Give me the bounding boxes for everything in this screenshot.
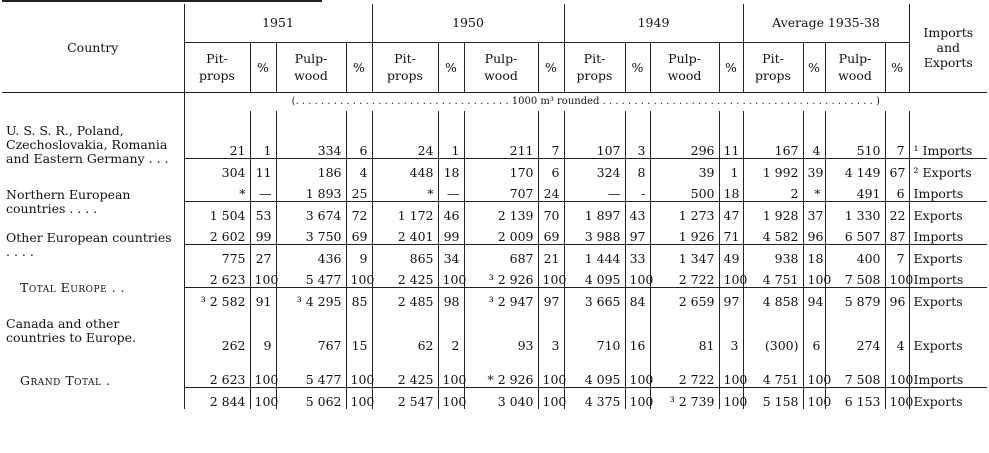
percent-cell: 85 [346,288,372,310]
percent-header: % [438,42,464,92]
pitprops-header: Pit-props [743,42,803,92]
trade-type-cell: Exports [909,309,987,353]
value-cell: 81 [650,309,719,353]
percent-cell: 49 [719,245,743,267]
percent-cell: 100 [538,266,564,288]
value-cell: 865 [372,245,438,267]
value-cell: 2 139 [464,202,538,224]
value-cell: 1 926 [650,223,719,245]
percent-cell: 39 [803,159,825,181]
percent-cell: 69 [346,223,372,245]
percent-cell: 99 [438,223,464,245]
trade-type-cell: Exports [909,245,987,267]
value-cell: 4 858 [743,288,803,310]
value-cell: 262 [184,309,250,353]
trade-type-cell: ² Exports [909,159,987,181]
value-cell: * [184,180,250,202]
value-cell: 170 [464,159,538,181]
country-header: Country [2,4,184,92]
percent-cell: — [250,180,276,202]
percent-cell: 100 [438,387,464,409]
percent-cell: 1 [250,111,276,159]
value-cell: 2 425 [372,353,438,387]
percent-cell: 43 [625,202,650,224]
value-cell: 186 [276,159,346,181]
value-cell: 2 009 [464,223,538,245]
percent-header: % [803,42,825,92]
value-cell: 3 750 [276,223,346,245]
percent-cell: 100 [719,387,743,409]
value-cell: 211 [464,111,538,159]
percent-cell: 46 [438,202,464,224]
percent-cell: 7 [538,111,564,159]
value-cell: 2 401 [372,223,438,245]
percent-cell: 100 [538,353,564,387]
value-cell: ³ 2 582 [184,288,250,310]
percent-cell: 100 [719,353,743,387]
value-cell: 1 330 [825,202,885,224]
percent-cell: * [803,180,825,202]
percent-cell: 22 [885,202,909,224]
percent-cell: 7 [885,245,909,267]
value-cell: 5 477 [276,266,346,288]
percent-cell: 1 [438,111,464,159]
value-cell: 3 040 [464,387,538,409]
value-cell: 938 [743,245,803,267]
percent-cell: 100 [538,387,564,409]
country-label: Total Europe . . [20,279,126,295]
pulpwood-header: Pulp-wood [276,42,346,92]
value-cell: 107 [564,111,625,159]
percent-header: % [346,42,372,92]
percent-cell: 97 [538,288,564,310]
percent-header: % [625,42,650,92]
unit-note: (. . . . . . . . . . . . . . . . . . . . . . . . . . . . . . . . . . 1000 m³ rounded . . . . . . . . . . . . . . . . . . . . . . . . . . . . . . . . . . . . . . . . . . . ) [184,92,987,111]
value-cell: ³ 4 295 [276,288,346,310]
percent-cell: 100 [346,353,372,387]
value-cell: 710 [564,309,625,353]
value-cell: 1 897 [564,202,625,224]
value-cell: 2 [743,180,803,202]
percent-cell: 100 [250,353,276,387]
value-cell: 1 992 [743,159,803,181]
type-header: Imports and Exports [909,4,987,92]
percent-header: % [885,42,909,92]
value-cell: 5 477 [276,353,346,387]
value-cell: 1 347 [650,245,719,267]
percent-cell: 11 [719,111,743,159]
percent-cell: 9 [250,309,276,353]
percent-cell: 100 [625,266,650,288]
table-row [2,111,987,159]
value-cell: 1 444 [564,245,625,267]
percent-cell: 3 [538,309,564,353]
value-cell: 491 [825,180,885,202]
value-cell: 5 879 [825,288,885,310]
percent-cell: 4 [803,111,825,159]
percent-cell: 96 [803,223,825,245]
unit-row [2,92,987,111]
percent-cell: 11 [250,159,276,181]
country-label: Grand Total . [20,372,111,388]
country-label: Northern European countries . . . . [6,186,131,216]
value-cell: 4 582 [743,223,803,245]
percent-cell: 96 [885,288,909,310]
year-header-1950: 1950 [372,4,564,42]
value-cell: 2 602 [184,223,250,245]
percent-cell: 100 [719,266,743,288]
value-cell: 62 [372,309,438,353]
percent-cell: 37 [803,202,825,224]
percent-cell: 100 [625,353,650,387]
percent-cell: 6 [803,309,825,353]
percent-cell: 100 [346,266,372,288]
percent-cell: — [438,180,464,202]
percent-cell: 4 [885,309,909,353]
percent-cell: 100 [438,353,464,387]
value-cell: 7 508 [825,353,885,387]
trade-type-cell: Imports [909,180,987,202]
pitprops-header: Pit-props [564,42,625,92]
percent-cell: 98 [438,288,464,310]
value-cell: 334 [276,111,346,159]
percent-cell: 21 [538,245,564,267]
percent-cell: 100 [885,387,909,409]
percent-cell: 6 [538,159,564,181]
trade-type-cell: Exports [909,288,987,310]
timber-trade-table [2,4,987,409]
percent-cell: 9 [346,245,372,267]
percent-cell: 3 [719,309,743,353]
country-label: Other European countries . . . . [6,229,172,259]
percent-cell: 100 [885,266,909,288]
value-cell: 3 665 [564,288,625,310]
percent-cell: 67 [885,159,909,181]
percent-cell: 100 [803,353,825,387]
percent-cell: 100 [250,266,276,288]
percent-cell: 15 [346,309,372,353]
pitprops-header: Pit-props [372,42,438,92]
value-cell: 687 [464,245,538,267]
percent-cell: 3 [625,111,650,159]
percent-cell: 34 [438,245,464,267]
percent-cell: 27 [250,245,276,267]
value-cell: 1 273 [650,202,719,224]
percent-cell: 100 [250,387,276,409]
value-cell: 510 [825,111,885,159]
value-cell: 93 [464,309,538,353]
value-cell: 324 [564,159,625,181]
percent-cell: 100 [346,387,372,409]
percent-cell: 91 [250,288,276,310]
trade-type-cell: Imports [909,353,987,387]
value-cell: 707 [464,180,538,202]
value-cell: 2 425 [372,266,438,288]
pulpwood-header: Pulp-wood [825,42,885,92]
value-cell: 4 149 [825,159,885,181]
percent-cell: 72 [346,202,372,224]
value-cell: 5 062 [276,387,346,409]
value-cell: 2 722 [650,353,719,387]
value-cell: 4 751 [743,266,803,288]
percent-cell: 18 [719,180,743,202]
percent-header: % [538,42,564,92]
percent-cell: 71 [719,223,743,245]
trade-type-cell: Exports [909,202,987,224]
top-rule [2,0,322,2]
value-cell: 274 [825,309,885,353]
percent-cell: 7 [885,111,909,159]
percent-header: % [250,42,276,92]
value-cell: ³ 2 739 [650,387,719,409]
percent-cell: 97 [719,288,743,310]
value-cell: 2 844 [184,387,250,409]
year-header-1949: 1949 [564,4,743,42]
trade-type-cell: ¹ Imports [909,111,987,159]
value-cell: 6 153 [825,387,885,409]
value-cell: 775 [184,245,250,267]
percent-cell: 69 [538,223,564,245]
value-cell: 5 158 [743,387,803,409]
percent-cell: 100 [803,266,825,288]
percent-cell: 53 [250,202,276,224]
percent-cell: 18 [438,159,464,181]
percent-cell: 100 [438,266,464,288]
value-cell: * [372,180,438,202]
value-cell: 1 504 [184,202,250,224]
percent-cell: 8 [625,159,650,181]
value-cell: * 2 926 [464,353,538,387]
value-cell: 4 751 [743,353,803,387]
percent-cell: 100 [803,387,825,409]
value-cell: 500 [650,180,719,202]
value-cell: 2 659 [650,288,719,310]
percent-cell: 87 [885,223,909,245]
table-row [2,353,987,387]
percent-cell: 70 [538,202,564,224]
pulpwood-header: Pulp-wood [464,42,538,92]
value-cell: 296 [650,111,719,159]
percent-cell: 18 [803,245,825,267]
value-cell: 24 [372,111,438,159]
percent-cell: 4 [346,159,372,181]
pitprops-header: Pit-props [184,42,250,92]
value-cell: 400 [825,245,885,267]
trade-type-cell: Exports [909,387,987,409]
percent-cell: 16 [625,309,650,353]
value-cell: ³ 2 947 [464,288,538,310]
table-row [2,223,987,245]
percent-cell: 24 [538,180,564,202]
trade-type-cell: Imports [909,266,987,288]
percent-cell: 100 [625,387,650,409]
value-cell: 7 508 [825,266,885,288]
value-cell: 1 172 [372,202,438,224]
percent-cell: 100 [885,353,909,387]
value-cell: ³ 2 926 [464,266,538,288]
value-cell: 3 988 [564,223,625,245]
value-cell: 304 [184,159,250,181]
table-row [2,180,987,202]
table-row [2,266,987,288]
year-header-average: Average 1935-38 [743,4,909,42]
percent-cell: 97 [625,223,650,245]
percent-cell: 33 [625,245,650,267]
value-cell: 4 095 [564,353,625,387]
value-cell: 767 [276,309,346,353]
percent-cell: 1 [719,159,743,181]
percent-header: % [719,42,743,92]
value-cell: 39 [650,159,719,181]
percent-cell: - [625,180,650,202]
value-cell: 21 [184,111,250,159]
value-cell: 448 [372,159,438,181]
value-cell: 2 623 [184,266,250,288]
value-cell: 2 485 [372,288,438,310]
percent-cell: 94 [803,288,825,310]
percent-cell: 84 [625,288,650,310]
value-cell: 2 722 [650,266,719,288]
value-cell: (300) [743,309,803,353]
trade-type-cell: Imports [909,223,987,245]
value-cell: 1 893 [276,180,346,202]
value-cell: 167 [743,111,803,159]
value-cell: 2 623 [184,353,250,387]
value-cell: 3 674 [276,202,346,224]
percent-cell: 25 [346,180,372,202]
percent-cell: 2 [438,309,464,353]
value-cell: 436 [276,245,346,267]
value-cell: 1 928 [743,202,803,224]
percent-cell: 47 [719,202,743,224]
percent-cell: 6 [346,111,372,159]
table-row [2,309,987,353]
country-label: Canada and other countries to Europe. [6,316,136,345]
percent-cell: 99 [250,223,276,245]
percent-cell: 6 [885,180,909,202]
value-cell: 4 375 [564,387,625,409]
value-cell: 2 547 [372,387,438,409]
value-cell: 6 507 [825,223,885,245]
value-cell: 4 095 [564,266,625,288]
pulpwood-header: Pulp-wood [650,42,719,92]
value-cell: — [564,180,625,202]
country-label: U. S. S. R., Poland, Czechoslovakia, Romania and Eastern Germany . . . [6,123,169,167]
year-header-1951: 1951 [184,4,372,42]
table-body [2,92,987,409]
